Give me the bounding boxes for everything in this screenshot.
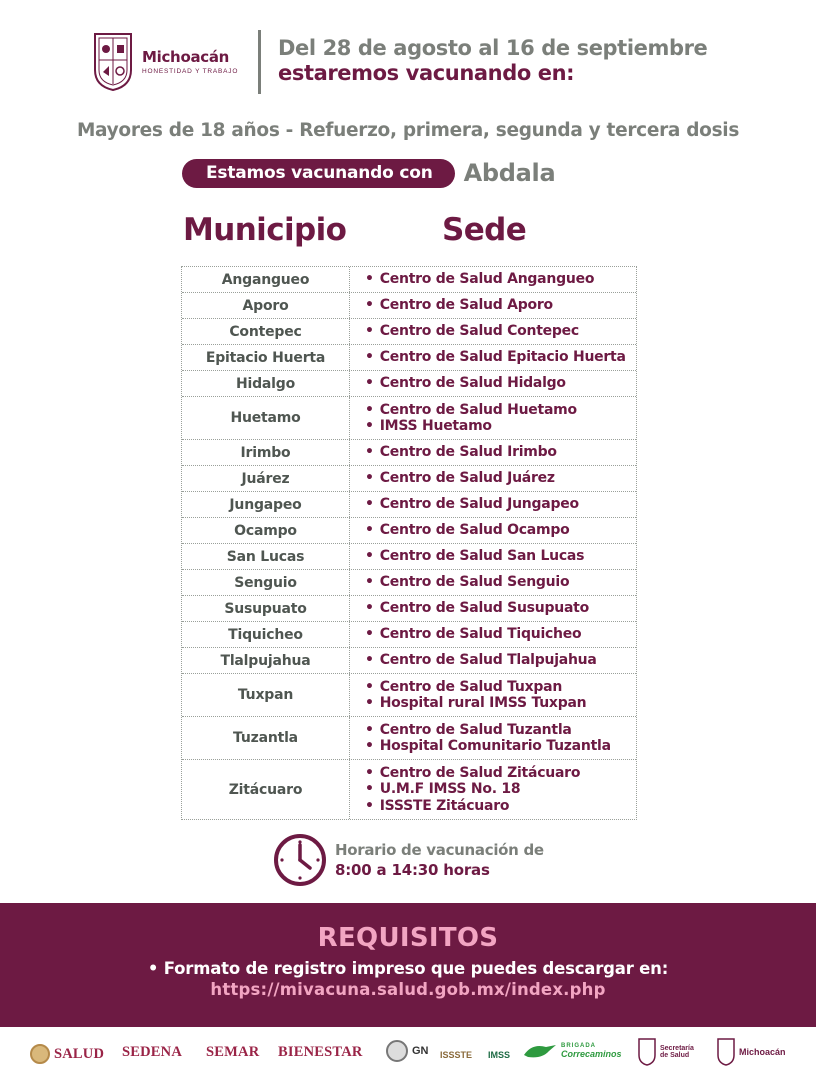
clock-icon xyxy=(273,833,327,887)
sede-item: • Centro de Salud Epitacio Huerta xyxy=(365,349,636,366)
sede-item: • Centro de Salud Tlalpujahua xyxy=(365,652,636,669)
sede-cell xyxy=(350,492,636,517)
sede-cell xyxy=(350,319,636,344)
table-row xyxy=(182,622,636,648)
sede-item: • Centro de Salud Susupuato xyxy=(365,600,636,617)
sede-item: • Centro de Salud Aporo xyxy=(365,297,636,314)
footer-logos xyxy=(0,1027,816,1080)
sede-cell xyxy=(350,544,636,569)
municipio-cell: Irimbo xyxy=(182,440,350,465)
date-range: Del 28 de agosto al 16 de septiembre xyxy=(278,36,708,60)
sede-item: • U.M.F IMSS No. 18 xyxy=(365,781,636,798)
sede-cell xyxy=(350,440,636,465)
sede-cell xyxy=(350,674,636,716)
table-row xyxy=(182,440,636,466)
municipio-cell: Susupuato xyxy=(182,596,350,621)
sede-cell xyxy=(350,760,636,819)
municipio-cell: Jungapeo xyxy=(182,492,350,517)
table-row xyxy=(182,293,636,319)
table-row xyxy=(182,518,636,544)
sede-item: • Centro de Salud Zitácuaro xyxy=(365,765,636,782)
schedule xyxy=(273,833,544,887)
vaccine-label: Estamos vacunando con xyxy=(182,159,455,188)
sede-item: • ISSSTE Zitácuaro xyxy=(365,798,636,815)
sede-cell xyxy=(350,267,636,292)
header-divider xyxy=(258,30,261,94)
sede-cell xyxy=(350,622,636,647)
requirements-text: • Formato de registro impreso que puedes descargar en: xyxy=(147,959,669,978)
municipio-cell: Tiquicheo xyxy=(182,622,350,647)
sede-item: • Centro de Salud Huetamo xyxy=(365,402,636,419)
sede-cell xyxy=(350,466,636,491)
table-row xyxy=(182,760,636,819)
sede-cell xyxy=(350,596,636,621)
registration-link[interactable]: https://mivacuna.salud.gob.mx/index.php xyxy=(210,980,606,999)
sede-cell xyxy=(350,397,636,439)
table-row xyxy=(182,371,636,397)
sede-cell xyxy=(350,293,636,318)
semar-logo: SEMAR xyxy=(206,1044,260,1060)
sedena-logo: SEDENA xyxy=(122,1044,183,1060)
table-row xyxy=(182,717,636,760)
sede-item: • Centro de Salud Tiquicheo xyxy=(365,626,636,643)
sede-cell xyxy=(350,518,636,543)
roadrunner-icon xyxy=(522,1041,558,1061)
table-row xyxy=(182,544,636,570)
table-row xyxy=(182,492,636,518)
municipio-cell: Juárez xyxy=(182,466,350,491)
municipio-cell: San Lucas xyxy=(182,544,350,569)
imss-logo: IMSS xyxy=(488,1050,511,1060)
header xyxy=(0,0,816,110)
table-row xyxy=(182,466,636,492)
sede-cell xyxy=(350,371,636,396)
michoacan-logo xyxy=(92,30,238,92)
sede-cell xyxy=(350,570,636,595)
sede-item: • Hospital Comunitario Tuzantla xyxy=(365,738,636,755)
state-shield-icon xyxy=(716,1037,736,1067)
schedule-label: Horario de vacunación de xyxy=(335,841,544,859)
state-shield-icon xyxy=(637,1037,657,1067)
mexico-seal-icon xyxy=(30,1044,50,1064)
municipio-cell: Huetamo xyxy=(182,397,350,439)
sede-item: • Centro de Salud Jungapeo xyxy=(365,496,636,513)
sede-header: Sede xyxy=(442,212,527,248)
municipio-cell: Angangueo xyxy=(182,267,350,292)
secretaria-salud-logo: Secretaría de Salud xyxy=(637,1037,694,1067)
table-row xyxy=(182,319,636,345)
issste-logo: ISSSTE xyxy=(440,1050,473,1060)
municipio-cell: Tuzantla xyxy=(182,717,350,759)
bienestar-logo: BIENESTAR xyxy=(278,1044,363,1060)
municipio-cell: Hidalgo xyxy=(182,371,350,396)
municipio-cell: Tlalpujahua xyxy=(182,648,350,673)
table-row xyxy=(182,570,636,596)
sede-item: • Centro de Salud Angangueo xyxy=(365,271,636,288)
sede-item: • Hospital rural IMSS Tuxpan xyxy=(365,695,636,712)
sede-item: • Centro de Salud Tuxpan xyxy=(365,679,636,696)
municipio-cell: Zitácuaro xyxy=(182,760,350,819)
sede-item: • IMSS Huetamo xyxy=(365,418,636,435)
sede-cell xyxy=(350,648,636,673)
vaccine-name: Abdala xyxy=(463,159,556,187)
brigada-correcaminos-logo: BRIGADA Correcaminos xyxy=(522,1041,622,1061)
table-row xyxy=(182,345,636,371)
announcement: estaremos vacunando en: xyxy=(278,61,575,85)
municipio-cell: Aporo xyxy=(182,293,350,318)
sede-item: • Centro de Salud Irimbo xyxy=(365,444,636,461)
sede-cell xyxy=(350,717,636,759)
sede-item: • Centro de Salud Contepec xyxy=(365,323,636,340)
table-row xyxy=(182,267,636,293)
municipio-cell: Epitacio Huerta xyxy=(182,345,350,370)
sede-item: • Centro de Salud Ocampo xyxy=(365,522,636,539)
michoacan-footer-logo: Michoacán xyxy=(716,1037,786,1067)
sede-cell xyxy=(350,345,636,370)
requirements-title: REQUISITOS xyxy=(317,923,499,953)
sede-item: • Centro de Salud Hidalgo xyxy=(365,375,636,392)
salud-logo: SALUD xyxy=(30,1044,104,1064)
requirements-section xyxy=(0,903,816,1027)
municipio-cell: Tuxpan xyxy=(182,674,350,716)
sede-item: • Centro de Salud San Lucas xyxy=(365,548,636,565)
schedule-hours: 8:00 a 14:30 horas xyxy=(335,861,490,879)
municipio-cell: Ocampo xyxy=(182,518,350,543)
vaccine-banner xyxy=(182,158,555,188)
sede-item: • Centro de Salud Juárez xyxy=(365,470,636,487)
table-row xyxy=(182,596,636,622)
municipio-cell: Senguio xyxy=(182,570,350,595)
table-row xyxy=(182,674,636,717)
sede-item: • Centro de Salud Senguio xyxy=(365,574,636,591)
logo-tagline: HONESTIDAD Y TRABAJO xyxy=(142,67,239,75)
table-row xyxy=(182,648,636,674)
sede-item: • Centro de Salud Tuzantla xyxy=(365,722,636,739)
gn-seal-icon xyxy=(386,1040,408,1062)
gn-logo: GN xyxy=(386,1040,429,1062)
audience-subtitle: Mayores de 18 años - Refuerzo, primera, segunda y tercera dosis xyxy=(76,120,740,141)
coat-of-arms-icon xyxy=(92,30,134,92)
date-block xyxy=(278,36,707,85)
municipio-cell: Contepec xyxy=(182,319,350,344)
sites-table xyxy=(181,266,637,820)
municipio-header: Municipio xyxy=(183,212,347,248)
logo-name: Michoacán xyxy=(142,47,230,66)
table-row xyxy=(182,397,636,440)
